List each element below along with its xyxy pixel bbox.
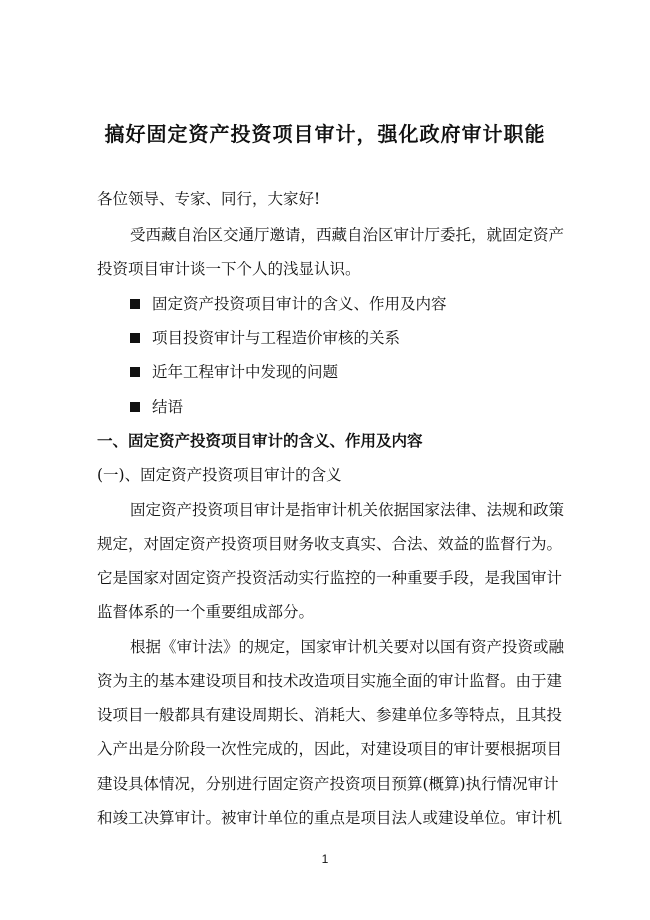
document-title: 搞好固定资产投资项目审计，强化政府审计职能 <box>104 122 546 146</box>
outline-item-label: 固定资产投资项目审计的含义、作用及内容 <box>152 295 447 313</box>
paragraph-2-line: 和竣工决算审计。被审计单位的重点是项目法人或建设单位。审计机 <box>97 809 563 827</box>
paragraph-2-line: 资为主的基本建设项目和技术改造项目实施全面的审计监督。由于建 <box>97 672 563 690</box>
intro-line-2: 投资项目审计谈一下个人的浅显认识。 <box>97 260 361 278</box>
square-bullet-icon <box>130 299 140 309</box>
square-bullet-icon <box>130 333 140 343</box>
intro-line-1: 受西藏自治区交通厅邀请，西藏自治区审计厅委托，就固定资产 <box>130 226 565 244</box>
paragraph-1-line: 它是国家对固定资产投资活动实行监控的一种重要手段，是我国审计 <box>97 569 563 587</box>
subsection-heading: (一)、固定资产投资项目审计的含义 <box>97 466 342 484</box>
paragraph-1-line: 监督体系的一个重要组成部分。 <box>97 603 315 621</box>
square-bullet-icon <box>130 367 140 377</box>
square-bullet-icon <box>130 402 140 412</box>
outline-item <box>130 294 590 314</box>
paragraph-2-line: 根据《审计法》的规定，国家审计机关要对以国有资产投资或融 <box>130 638 565 656</box>
outline-item <box>130 328 590 348</box>
paragraph-2-line: 建设具体情况，分别进行固定资产投资项目预算(概算)执行情况审计 <box>97 775 559 793</box>
paragraph-2-line: 设项目一般都具有建设周期长、消耗大、参建单位多等特点，且其投 <box>97 706 563 724</box>
outline-item-label: 项目投资审计与工程造价审核的关系 <box>152 329 401 347</box>
section-heading: 一、固定资产投资项目审计的含义、作用及内容 <box>97 431 423 450</box>
greeting-text: 各位领导、专家、同行，大家好! <box>97 190 321 208</box>
paragraph-2-line: 入产出是分阶段一次性完成的，因此，对建设项目的审计要根据项目 <box>97 740 563 758</box>
outline-item-label: 结语 <box>152 398 184 416</box>
paragraph-1-line: 规定，对固定资产投资项目财务收支真实、合法、效益的监督行为。 <box>97 535 563 553</box>
page-number: 1 <box>321 852 329 866</box>
paragraph-1-line: 固定资产投资项目审计是指审计机关依据国家法律、法规和政策 <box>130 501 565 519</box>
outline-item <box>130 397 590 417</box>
outline-item-label: 近年工程审计中发现的问题 <box>152 363 339 381</box>
outline-item <box>130 362 590 382</box>
